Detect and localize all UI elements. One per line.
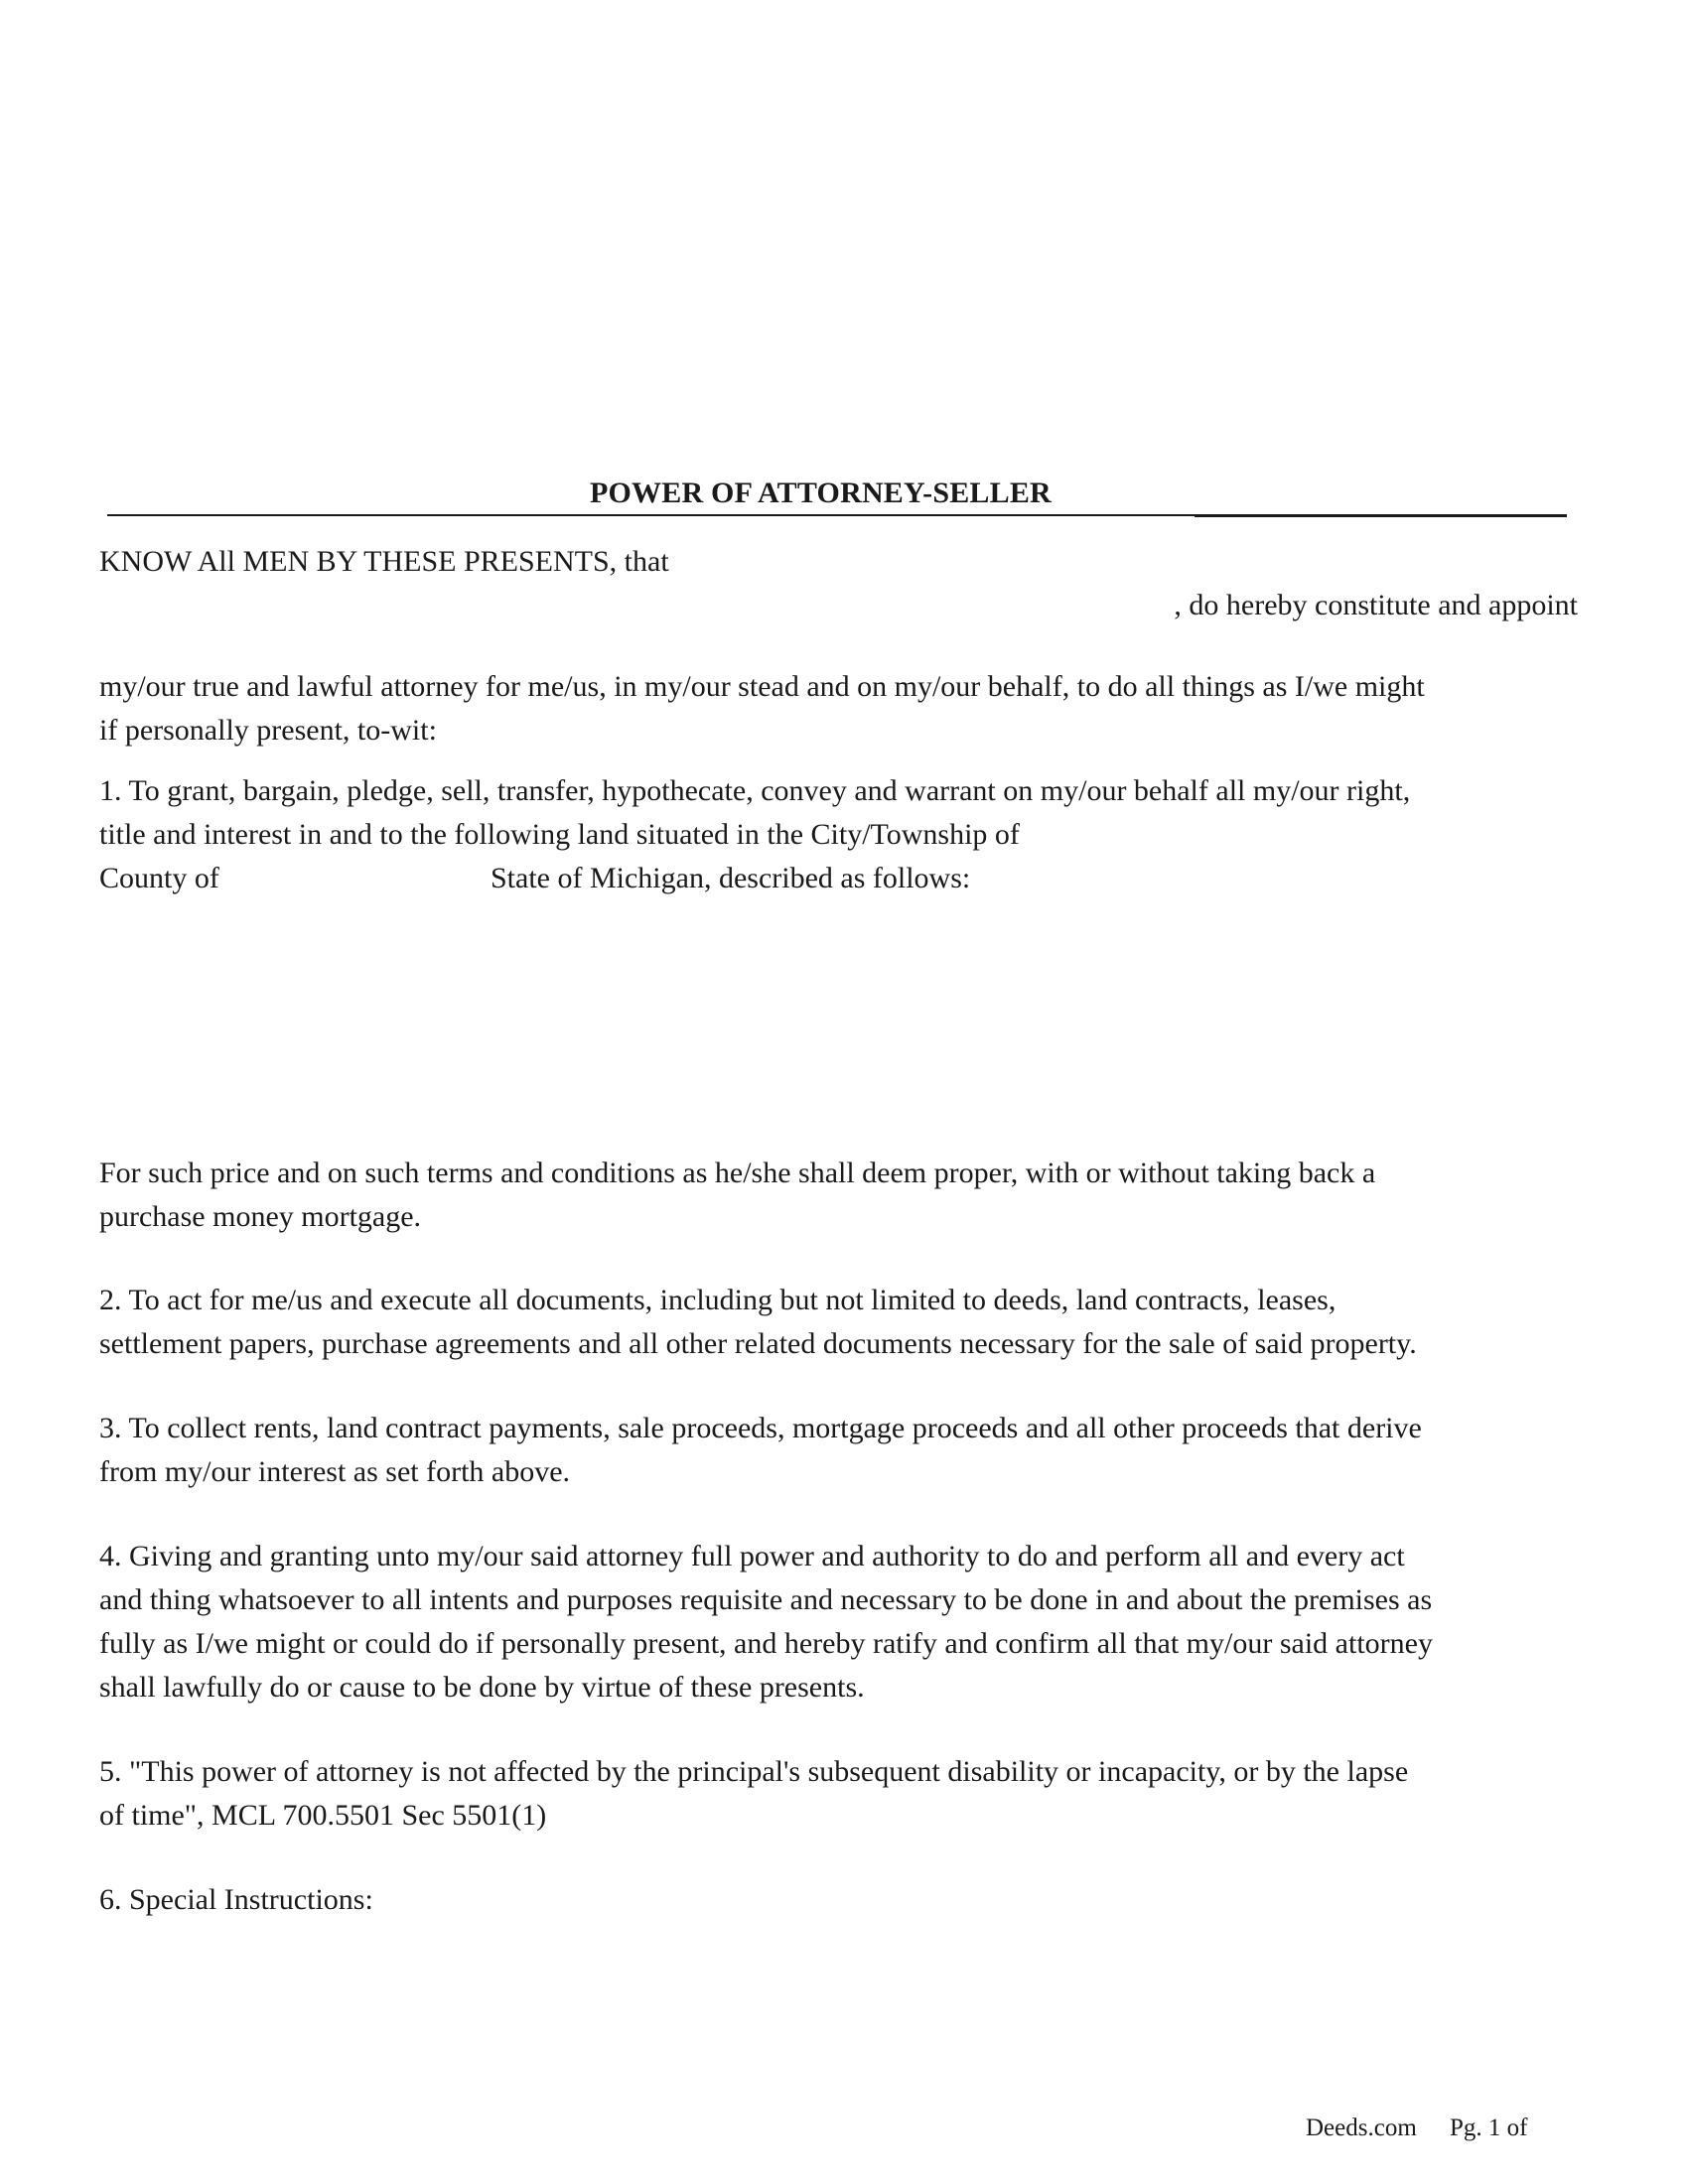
footer-site-name: Deeds.com (1306, 2115, 1417, 2141)
title-underline-left (107, 514, 1195, 516)
clause-1-line-1: 1. To grant, bargain, pledge, sell, transfer, hypothecate, convey and warrant on my/our behalf all my/our right, (99, 774, 1411, 807)
document-title: POWER OF ATTORNEY-SELLER (590, 477, 1052, 509)
clause-5-line-2: of time", MCL 700.5501 Sec 5501(1) (99, 1799, 547, 1832)
clause-2-line-1: 2. To act for me/us and execute all documents, including but not limited to deeds, land contracts, leases, (99, 1284, 1336, 1316)
title-row (107, 475, 1567, 514)
clause-4-line-1: 4. Giving and granting unto my/our said attorney full power and authority to do and perform all and every act (99, 1540, 1405, 1572)
clause-4-line-3: fully as I/we might or could do if personally present, and hereby ratify and confirm all that my/our said attorney (99, 1627, 1433, 1660)
clause-1-line-2: title and interest in and to the following land situated in the City/Township of (99, 818, 1020, 851)
preamble-line-1: KNOW All MEN BY THESE PRESENTS, that (99, 545, 669, 578)
clause-2-line-2: settlement papers, purchase agreements and all other related documents necessary for the sale of said property. (99, 1327, 1417, 1360)
clause-4-line-2: and thing whatsoever to all intents and purposes requisite and necessary to be done in and about the premises as (99, 1583, 1433, 1616)
price-terms-line-1: For such price and on such terms and conditions as he/she shall deem proper, with or without taking back a (99, 1157, 1376, 1189)
clause-5-line-1: 5. "This power of attorney is not affected by the principal's subsequent disability or incapacity, or by the lapse (99, 1755, 1409, 1788)
state-label: State of Michigan, described as follows: (491, 862, 971, 894)
footer-page-number: Pg. 1 of (1450, 2115, 1528, 2141)
intro-line-2: if personally present, to-wit: (99, 714, 437, 747)
clause-3-line-1: 3. To collect rents, land contract payments, sale proceeds, mortgage proceeds and all other proceeds that derive (99, 1412, 1422, 1444)
county-label: County of (99, 862, 219, 894)
title-underline-right (1195, 514, 1567, 517)
preamble-line-2: , do hereby constitute and appoint (1174, 589, 1578, 621)
intro-line-1: my/our true and lawful attorney for me/us, in my/our stead and on my/our behalf, to do all things as I/we might (99, 670, 1425, 703)
clause-6-line-1: 6. Special Instructions: (99, 1883, 373, 1916)
price-terms-line-2: purchase money mortgage. (99, 1200, 422, 1233)
clause-3-line-2: from my/our interest as set forth above. (99, 1455, 571, 1488)
clause-4-line-4: shall lawfully do or cause to be done by virtue of these presents. (99, 1671, 865, 1704)
